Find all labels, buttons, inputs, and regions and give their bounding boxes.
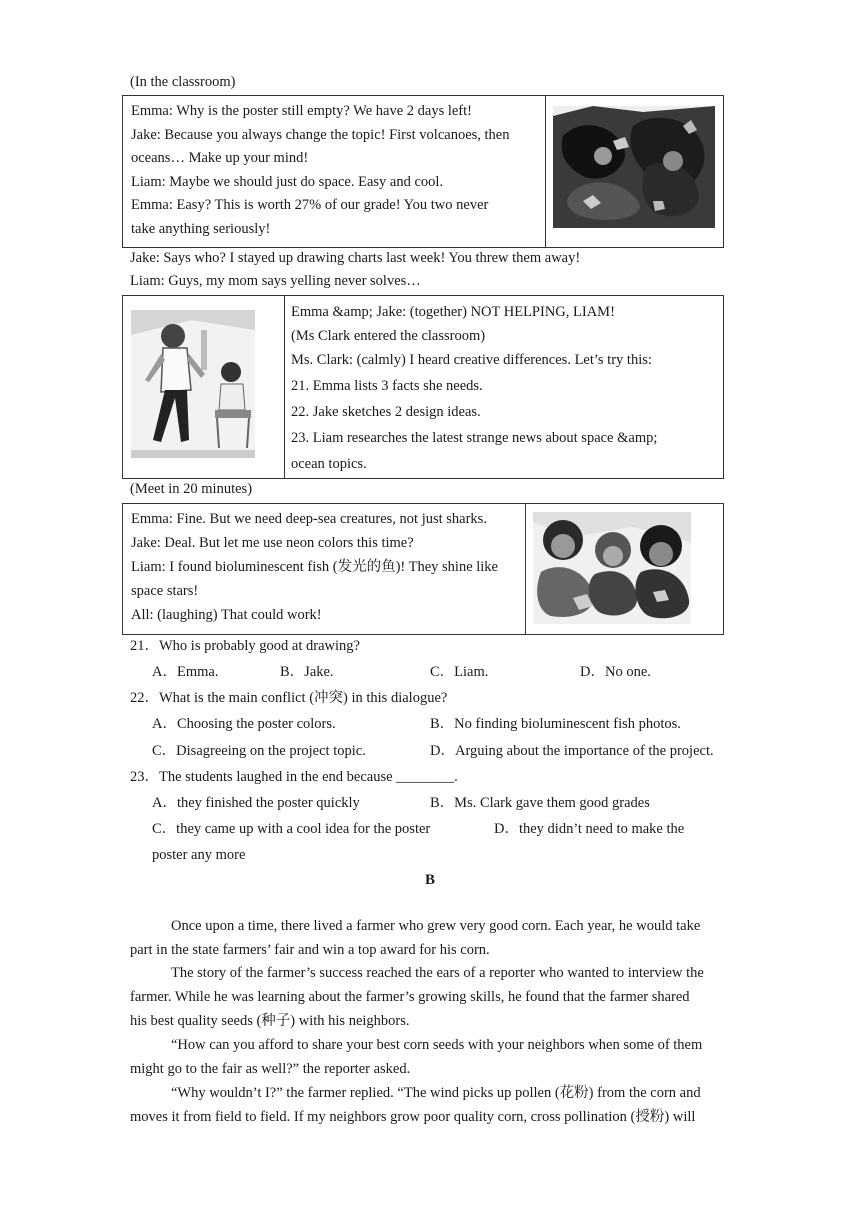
question-22-option-d: D．Arguing about the importance of the project. xyxy=(430,743,714,759)
passage-line: “Why wouldn’t I?” the farmer replied. “The wind picks up pollen (花粉) from the corn and xyxy=(171,1085,701,1101)
passage-paragraph-3 xyxy=(130,1033,733,1081)
passage-line: “How can you afford to share your best corn seeds with your neighbors when some of them xyxy=(171,1037,703,1053)
cartoon-image-arguing-students xyxy=(553,106,715,228)
dialogue-line: ocean topics. xyxy=(291,455,367,472)
question-21-stem: 21．Who is probably good at drawing? xyxy=(130,638,360,654)
passage-line: farmer. While he was learning about the farmer’s growing skills, he found that the farmer shared xyxy=(130,989,690,1005)
question-21-option-b: B．Jake. xyxy=(280,664,334,680)
dialogue-line: Liam: I found bioluminescent fish (发光的鱼)! They shine like xyxy=(131,559,498,575)
dialogue-line: Emma: Fine. But we need deep-sea creatures, not just sharks. xyxy=(131,511,487,527)
question-21-option-d: D．No one. xyxy=(580,664,651,680)
dialogue-line: 23. Liam researches the latest strange news about space &amp; xyxy=(291,429,658,446)
question-21-option-c: C．Liam. xyxy=(430,664,489,680)
dialogue-line: Ms. Clark: (calmly) I heard creative differences. Let’s try this: xyxy=(291,352,652,368)
question-23-option-c: C．they came up with a cool idea for the poster xyxy=(152,821,431,837)
cartoon-image-laughing-students xyxy=(533,512,691,624)
dialogue-line: Emma &amp; Jake: (together) NOT HELPING, LIAM! xyxy=(291,304,615,320)
scene-label-classroom: (In the classroom) xyxy=(130,74,236,90)
question-22-option-c: C．Disagreeing on the project topic. xyxy=(152,743,366,759)
question-22-option-a: A．Choosing the poster colors. xyxy=(152,716,336,732)
dialogue-box-3-text xyxy=(131,508,498,627)
question-23-stem: 23．The students laughed in the end because ________. xyxy=(130,769,458,785)
dialogue-line: Liam: Maybe we should just do space. Easy and cool. xyxy=(131,173,444,190)
question-22-stem: 22．What is the main conflict (冲突) in this dialogue? xyxy=(130,690,448,706)
dialogue-line: 21. Emma lists 3 facts she needs. xyxy=(291,377,483,394)
dialogue-box-3 xyxy=(122,503,724,635)
passage-line: part in the state farmers’ fair and win a top award for his corn. xyxy=(130,942,490,958)
section-b-title: B xyxy=(424,872,435,888)
dialogue-box-1-text xyxy=(131,100,510,241)
question-23-option-a: A．they finished the poster quickly xyxy=(152,795,360,811)
question-21-option-a: A．Emma. xyxy=(152,664,219,680)
dialogue-line: Emma: Easy? This is worth 27% of our grade! You two never xyxy=(131,197,489,213)
dialogue-line: Liam: Guys, my mom says yelling never solves… xyxy=(130,273,421,289)
question-23-option-d-continued: poster any more xyxy=(152,847,246,863)
question-22-option-b: B．No finding bioluminescent fish photos. xyxy=(430,716,681,732)
dialogue-line: Jake: Deal. But let me use neon colors this time? xyxy=(131,534,414,551)
dialogue-line: All: (laughing) That could work! xyxy=(131,606,322,623)
dialogue-line: space stars! xyxy=(131,583,199,599)
dialogue-line: (Ms Clark entered the classroom) xyxy=(291,327,486,344)
cartoon-image-teacher-entering xyxy=(131,310,255,458)
dialogue-line: Jake: Says who? I stayed up drawing charts last week! You threw them away! xyxy=(130,250,581,266)
question-23-option-b: B．Ms. Clark gave them good grades xyxy=(430,795,650,811)
dialogue-line: Emma: Why is the poster still empty? We have 2 days left! xyxy=(131,103,472,119)
passage-paragraph-2 xyxy=(130,961,733,1033)
dialogue-line: take anything seriously! xyxy=(131,220,271,237)
dialogue-box-1 xyxy=(122,95,724,248)
dialogue-box-2 xyxy=(122,295,724,479)
dialogue-line: oceans… Make up your mind! xyxy=(131,150,309,166)
passage-line: Once upon a time, there lived a farmer who grew very good corn. Each year, he would take xyxy=(171,918,701,934)
passage-line: moves it from field to field. If my neighbors grow poor quality corn, cross pollination (授粉) will xyxy=(130,1109,696,1125)
passage-paragraph-4 xyxy=(130,1081,733,1129)
passage-line: his best quality seeds (种子) with his neighbors. xyxy=(130,1013,410,1029)
passage-paragraph-1 xyxy=(130,914,733,962)
scene-label-meet: (Meet in 20 minutes) xyxy=(130,481,253,497)
dialogue-line: Jake: Because you always change the topic! First volcanoes, then xyxy=(131,126,510,143)
passage-line: The story of the farmer’s success reached the ears of a reporter who wanted to interview the xyxy=(171,965,704,981)
dialogue-line: 22. Jake sketches 2 design ideas. xyxy=(291,403,481,420)
passage-line: might go to the fair as well?” the reporter asked. xyxy=(130,1061,411,1077)
question-23-option-d: D．they didn’t need to make the xyxy=(494,821,685,837)
dialogue-box-2-text xyxy=(291,301,657,477)
